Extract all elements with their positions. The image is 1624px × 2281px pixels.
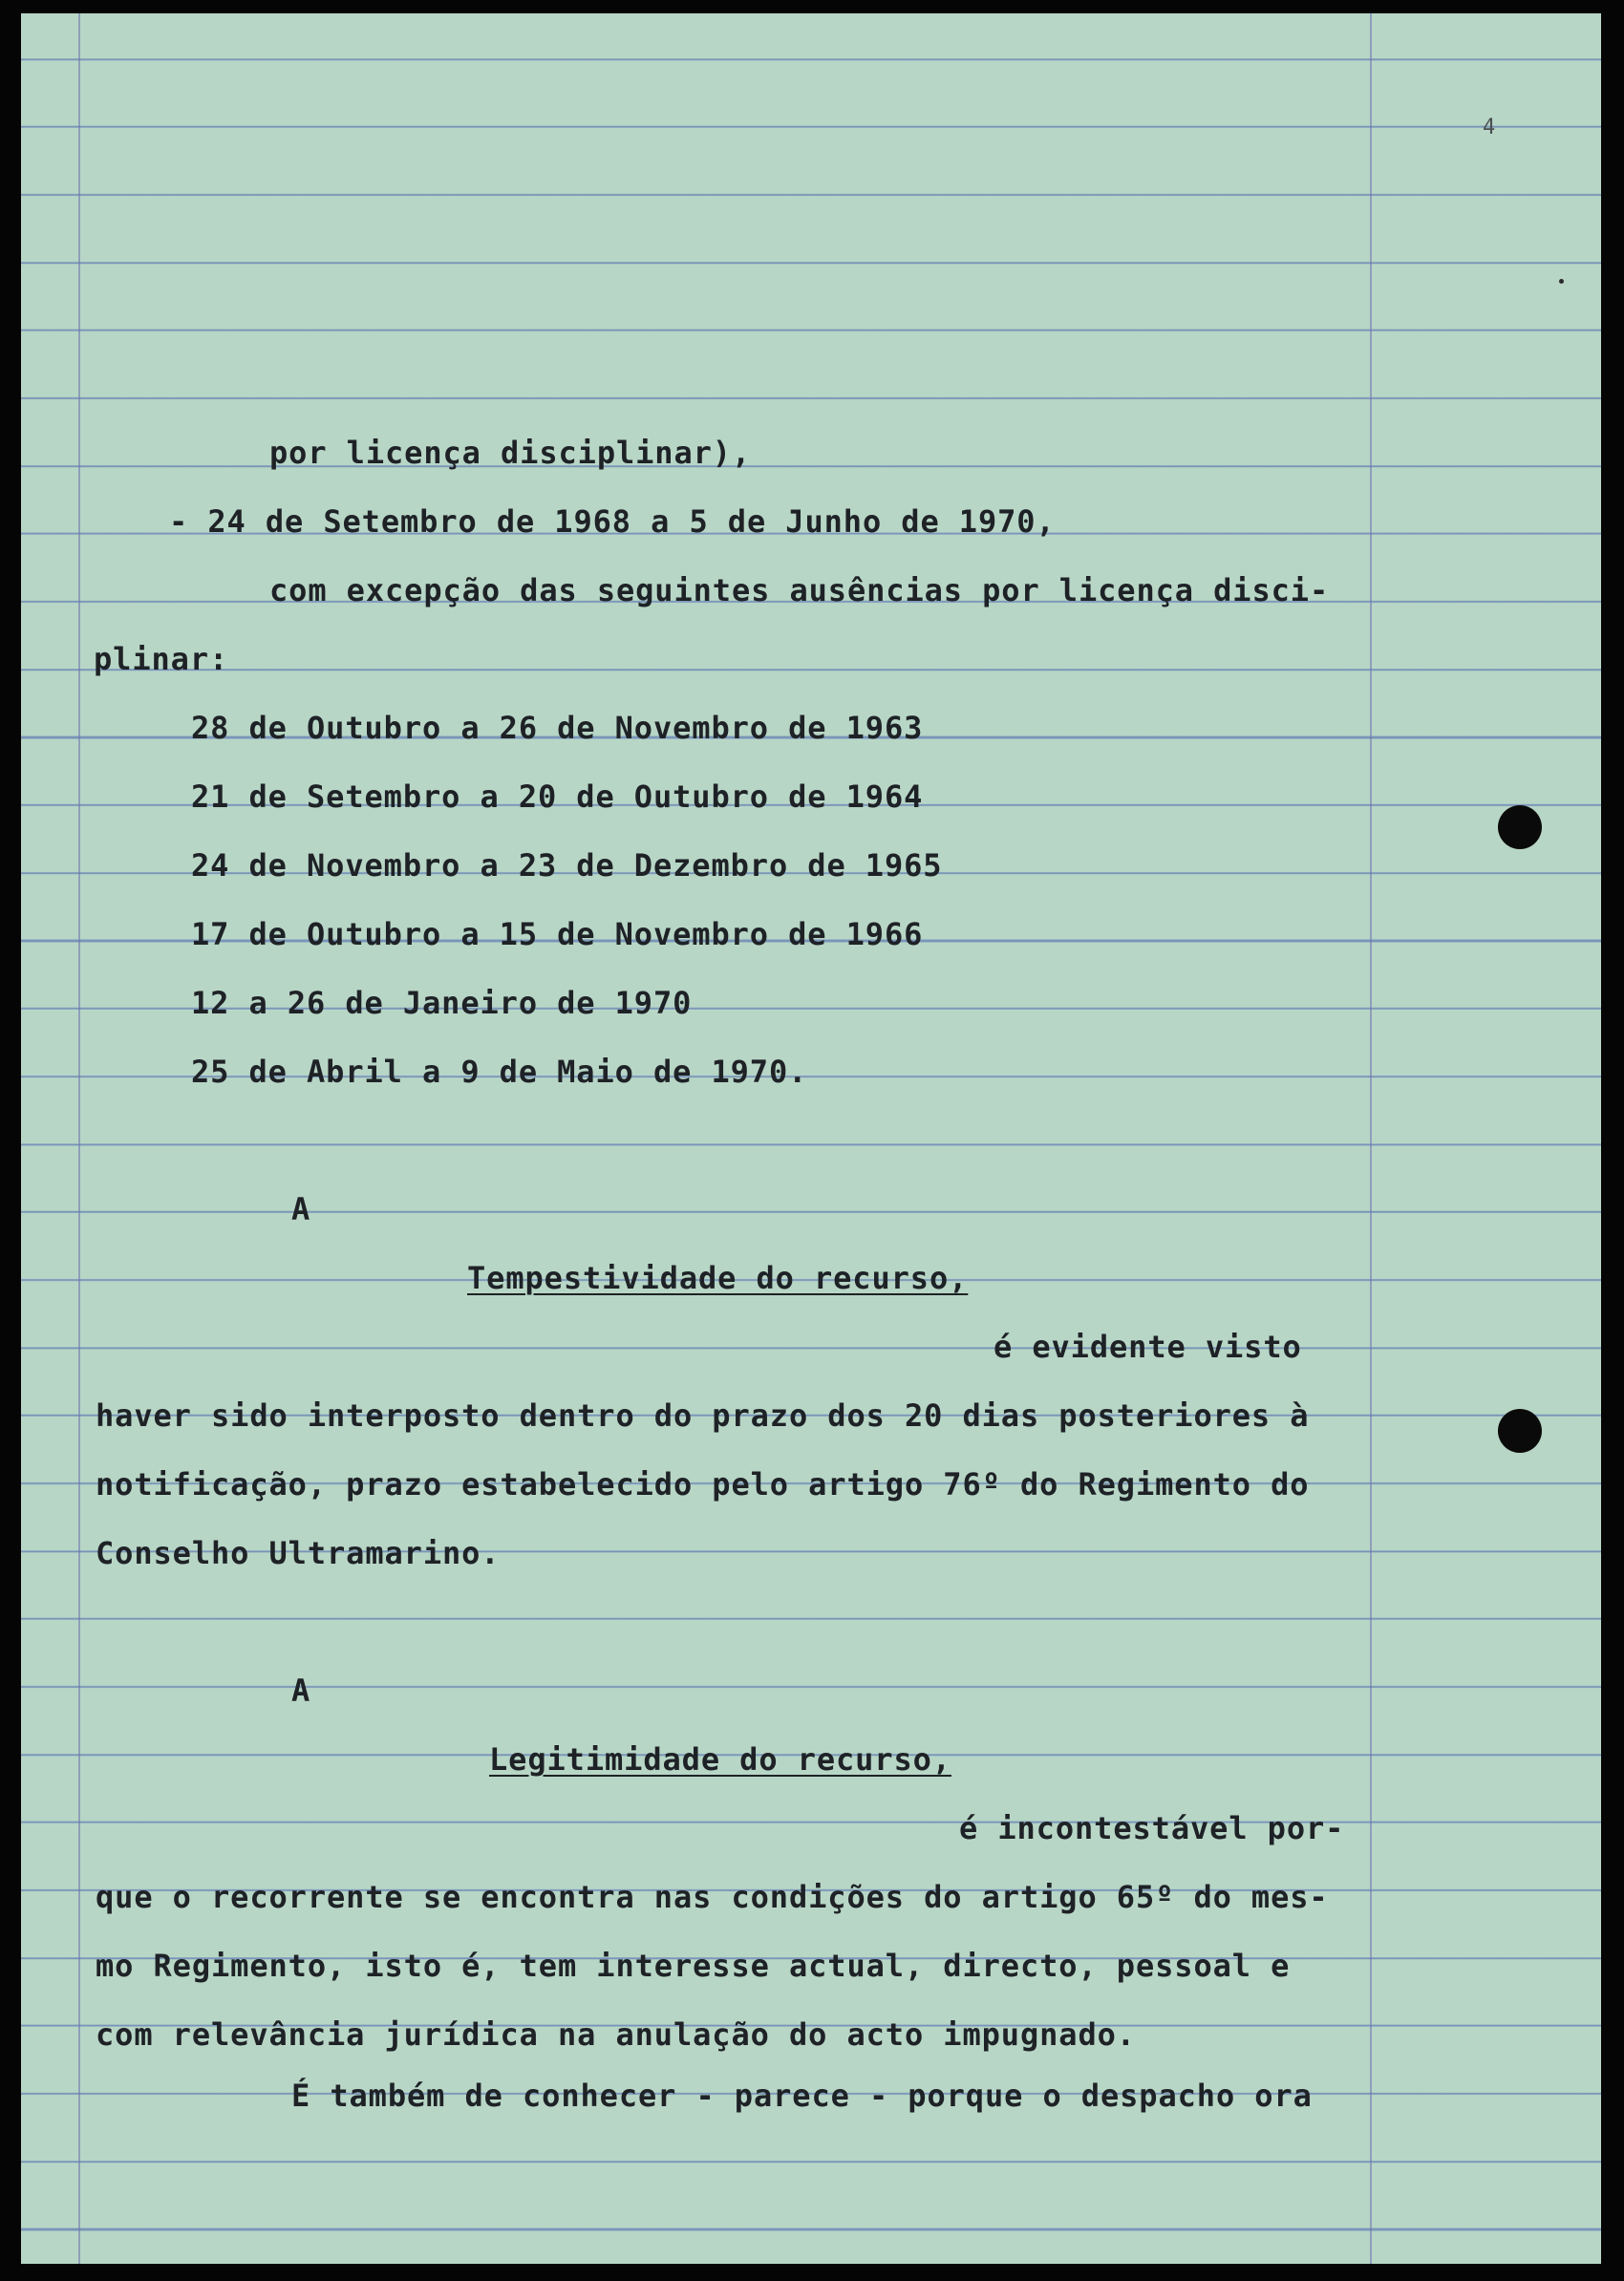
section-a-marker-2: A xyxy=(291,1673,311,1709)
text-line-1: por licença disciplinar), xyxy=(269,435,752,471)
text-line-13: é evidente visto xyxy=(994,1329,1302,1365)
text-line-20: que o recorrente se encontra nas condições do artigo 65º do mes- xyxy=(96,1879,1329,1915)
corner-page-mark: 4 xyxy=(1483,116,1497,139)
text-line-19: é incontestável por- xyxy=(959,1810,1345,1846)
document-page xyxy=(21,13,1601,2264)
date-range-1964: 21 de Setembro a 20 de Outubro de 1964 xyxy=(191,778,924,815)
right-margin-rule xyxy=(1370,13,1372,2264)
text-line-14: haver sido interposto dentro do prazo dos 20 dias posteriores à xyxy=(96,1397,1310,1434)
date-range-may-1970: 25 de Abril a 9 de Maio de 1970. xyxy=(191,1054,808,1090)
text-line-2: - 24 de Setembro de 1968 a 5 de Junho de 1970, xyxy=(169,503,1056,540)
text-line-3: com excepção das seguintes ausências por licença disci- xyxy=(269,572,1330,608)
punch-hole-top xyxy=(1498,805,1542,849)
text-line-22: com relevância jurídica na anulação do acto impugnado. xyxy=(96,2016,1136,2053)
date-range-1966: 17 de Outubro a 15 de Novembro de 1966 xyxy=(191,916,924,952)
section-a-marker-1: A xyxy=(291,1191,311,1227)
paper-speck xyxy=(1559,279,1564,284)
punch-hole-bottom xyxy=(1498,1409,1542,1453)
date-range-1963: 28 de Outubro a 26 de Novembro de 1963 xyxy=(191,710,924,746)
text-line-16: Conselho Ultramarino. xyxy=(96,1535,501,1571)
date-range-jan-1970: 12 a 26 de Janeiro de 1970 xyxy=(191,985,693,1021)
left-margin-rule xyxy=(78,13,80,2264)
text-line-21: mo Regimento, isto é, tem interesse actual, directo, pessoal e xyxy=(96,1948,1291,1984)
text-line-15: notificação, prazo estabelecido pelo artigo 76º do Regimento do xyxy=(96,1466,1310,1503)
text-line-4: plinar: xyxy=(94,641,229,677)
text-line-23: É também de conhecer - parece - porque o despacho ora xyxy=(291,2078,1313,2114)
heading-legitimidade: Legitimidade do recurso, xyxy=(489,1741,951,1778)
heading-tempestividade: Tempestividade do recurso, xyxy=(467,1260,969,1296)
date-range-1965: 24 de Novembro a 23 de Dezembro de 1965 xyxy=(191,847,943,884)
